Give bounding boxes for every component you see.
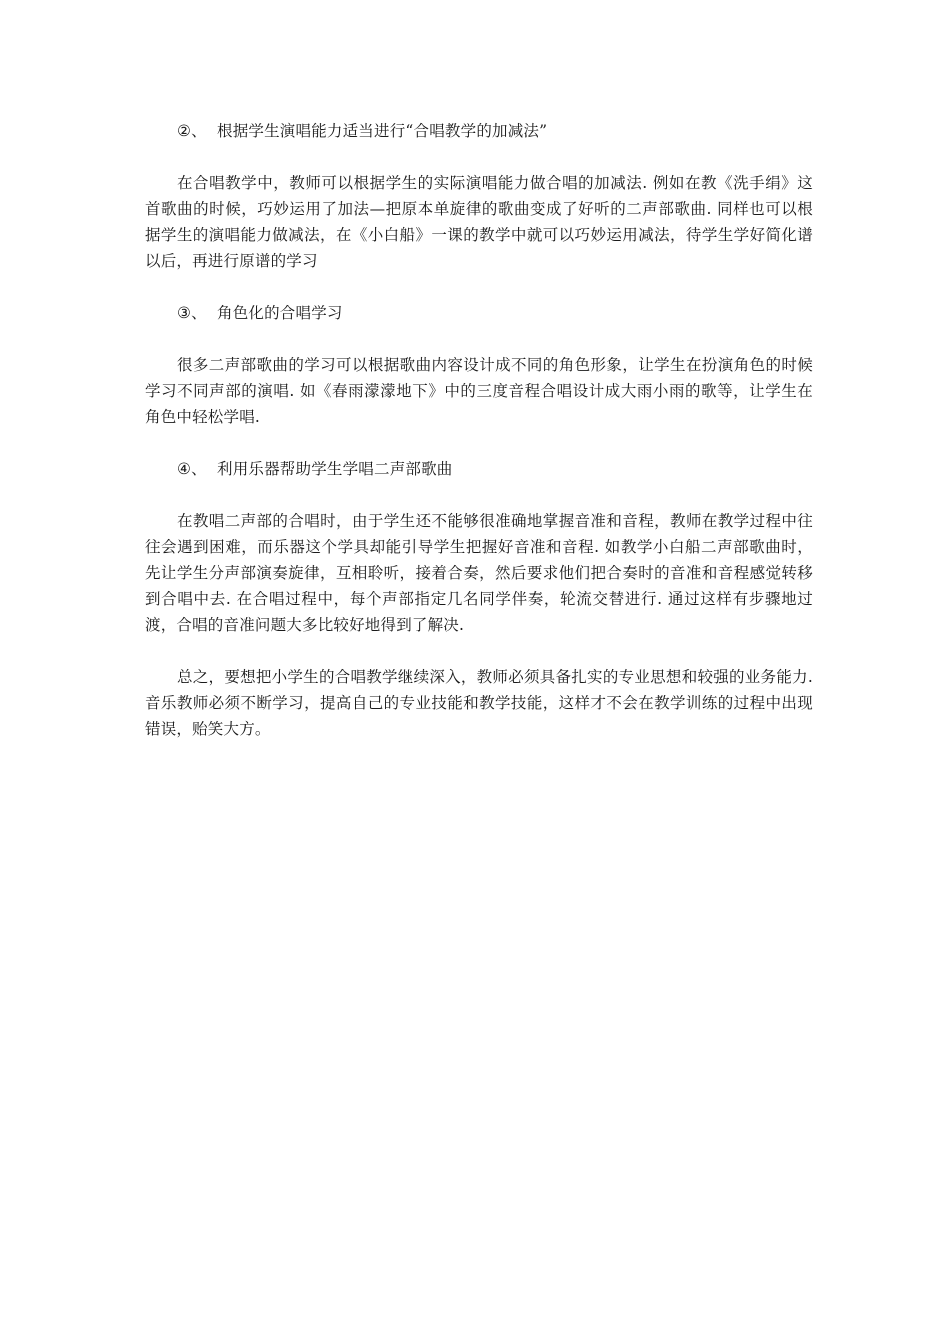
section-paragraph-4: 在教唱二声部的合唱时，由于学生还不能够很准确地掌握音准和音程，教师在教学过程中往往会遇到困难，而乐器这个学具却能引导学生把握好音准和音程. 如教学小白船二声部歌曲时，先让学生分声部演奏旋律，互相聆听，接着合奏，然后要求他们把合奏时的音准和音程感觉转移到合唱中去. 在合唱过程中，每个声部指定几名同学伴奏，轮流交替进行. 通过这样有步骤地过渡，合唱的音准问题大多比较好地得到了解决.	[145, 512, 813, 634]
section-heading-text: 角色化的合唱学习	[217, 304, 343, 322]
section-heading-2	[145, 118, 813, 144]
conclusion-paragraph: 总之，要想把小学生的合唱教学继续深入，教师必须具备扎实的专业思想和较强的业务能力. 音乐教师必须不断学习，提高自己的专业技能和教学技能，这样才不会在教学训练的过程中出现错误，贻笑大方。	[145, 668, 813, 738]
section-paragraph-3: 很多二声部歌曲的学习可以根据歌曲内容设计成不同的角色形象，让学生在扮演角色的时候学习不同声部的演唱. 如《春雨濛濛地下》中的三度音程合唱设计成大雨小雨的歌等，让学生在角色中轻松学唱.	[145, 356, 813, 426]
section-number: ②、	[177, 122, 207, 140]
section-number: ④、	[177, 460, 207, 478]
section-number: ③、	[177, 304, 207, 322]
section-heading-text: 根据学生演唱能力适当进行“合唱教学的加减法”	[217, 122, 548, 140]
section-paragraph-2: 在合唱教学中，教师可以根据学生的实际演唱能力做合唱的加减法. 例如在教《洗手绢》这首歌曲的时候，巧妙运用了加法—把原本单旋律的歌曲变成了好听的二声部歌曲. 同样也可以根据学生的演唱能力做减法，在《小白船》一课的教学中就可以巧妙运用减法，待学生学好简化谱以后，再进行原谱的学习	[145, 174, 813, 270]
document-page	[145, 118, 813, 742]
section-heading-4	[145, 456, 813, 482]
section-heading-text: 利用乐器帮助学生学唱二声部歌曲	[217, 460, 453, 478]
section-heading-3	[145, 300, 813, 326]
